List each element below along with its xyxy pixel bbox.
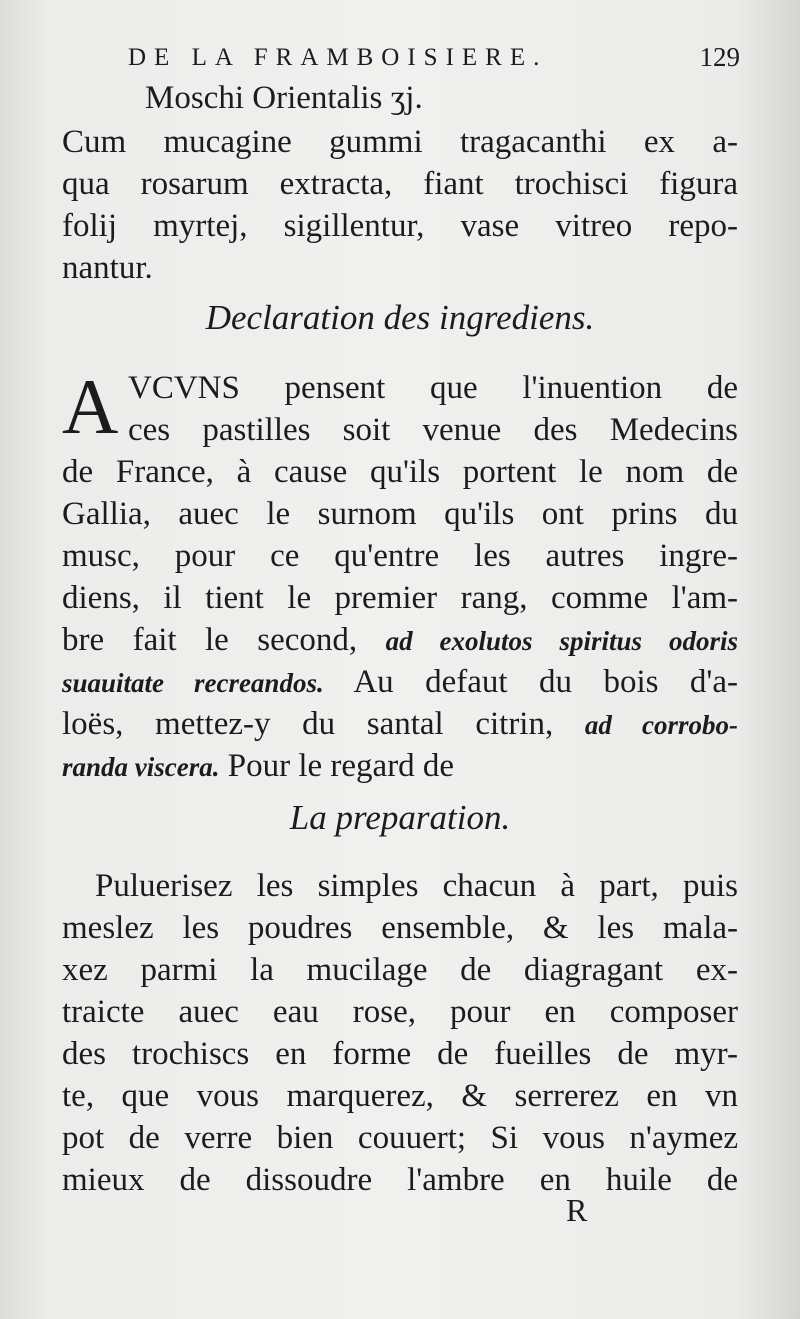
paragraph-line: de France, à cause qu'ils portent le nom de (62, 454, 738, 490)
running-head: DE LA FRAMBOISIERE. (128, 44, 548, 71)
recipe-line: nantur. (62, 250, 153, 286)
paragraph-line: meslez les poudres ensemble, & les mala- (62, 910, 738, 946)
paragraph-line (62, 704, 738, 745)
paragraph-line: pot de verre bien couuert; Si vous n'aymez (62, 1120, 738, 1156)
signature-mark: R (566, 1192, 588, 1228)
latin-italic-text: ad exolutos spiritus odoris (385, 626, 739, 656)
paragraph-line: des trochiscs en forme de fueilles de myr- (62, 1036, 738, 1072)
roman-text: Au defaut du bois d'a- (353, 664, 738, 700)
latin-italic-text: randa viscera. (62, 752, 220, 782)
paragraph-line: te, que vous marquerez, & serrerez en vn (62, 1078, 738, 1114)
roman-text: bre fait le second, (62, 622, 358, 658)
roman-text: Pour le regard de (227, 748, 455, 784)
paragraph-line: musc, pour ce qu'entre les autres ingre- (62, 538, 738, 574)
section-heading-declaration: Declaration des ingrediens. (205, 298, 595, 337)
paragraph-line: VCVNS pensent que l'inuention de (128, 370, 738, 406)
paragraph-line: ces pastilles soit venue des Medecins (128, 412, 738, 448)
roman-text: loës, mettez-y du santal citrin, (62, 706, 554, 742)
page-number: 129 (699, 42, 740, 72)
paragraph-line (62, 620, 738, 661)
recipe-line: qua rosarum extracta, fiant trochisci figura (62, 166, 738, 202)
recipe-line: folij myrtej, sigillentur, vase vitreo repo- (62, 208, 738, 244)
recipe-line: Moschi Orientalis ʒj. (145, 80, 423, 116)
recipe-line: Cum mucagine gummi tragacanthi ex a- (62, 124, 738, 160)
latin-italic-text: ad corrobo- (584, 710, 738, 740)
paragraph-line: traicte auec eau rose, pour en composer (62, 994, 738, 1030)
drop-cap: A (62, 363, 119, 450)
paragraph-line: xez parmi la mucilage de diagragant ex- (62, 952, 738, 988)
latin-italic-text: suauitate recreandos. (62, 668, 324, 698)
paragraph-line: Puluerisez les simples chacun à part, puis (95, 868, 738, 904)
paragraph-line (62, 746, 738, 787)
paragraph-line: Gallia, auec le surnom qu'ils ont prins du (62, 496, 738, 532)
paragraph-line: diens, il tient le premier rang, comme l'am- (62, 580, 738, 616)
paragraph-line (62, 662, 738, 703)
section-heading-preparation: La preparation. (289, 798, 511, 837)
page-header (118, 40, 740, 80)
paragraph-line: mieux de dissoudre l'ambre en huile de (62, 1162, 738, 1198)
